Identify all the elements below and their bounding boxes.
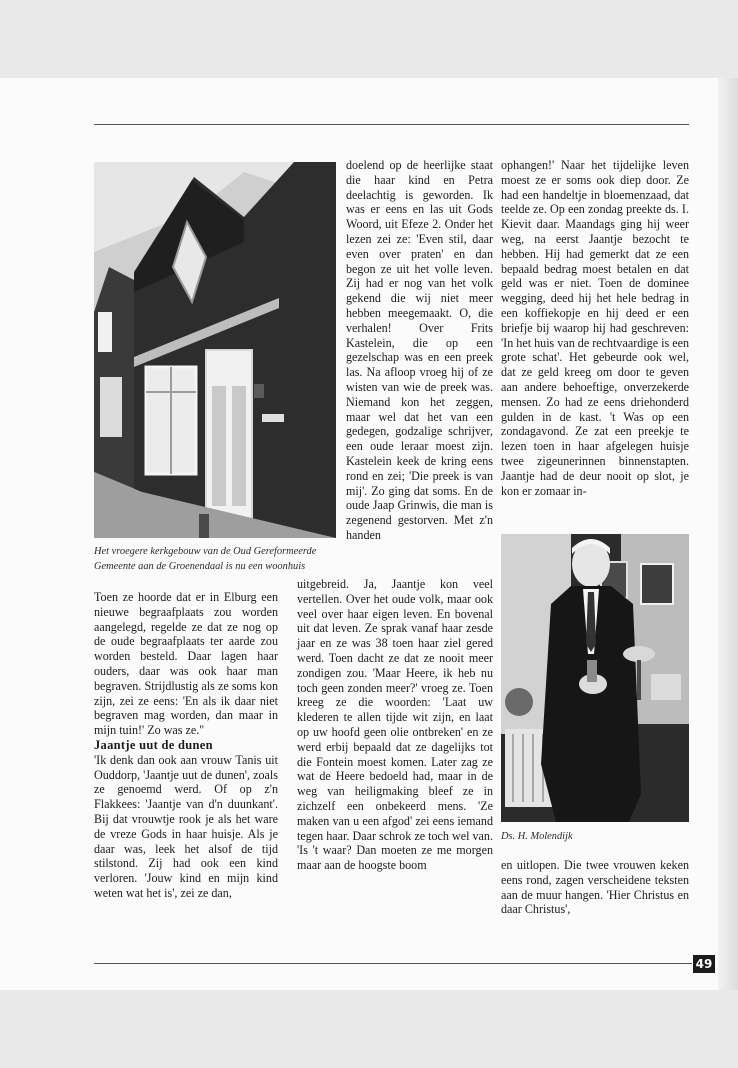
column-1-text [94, 590, 278, 901]
column-2-paragraph-top: doelend op de heerlijke staat die haar kind en Petra deelachtig is geworden. Ik was er eens en las uit Gods Woord, uit Efeze 2. Onder het lezen zei ze: 'Even stil, daar even over praten' en dan begon ze uit het volle leven. Zij had er nog van het volk gekend die wij niet meer hebben meegemaakt. O, die verhalen! Over Frits Kastelein, die op een gezelschap was en een preek las. Na afloop vroeg hij of ze wisten van wie de preek was. Niemand kon het zeggen, maar wel dat het van een gedegen, godzalige schrijver, een oude leraar moest zijn. Kastelein keek de kring eens rond en zei; 'Die preek is van mij'. Zo ging dat soms. En de oude Jaap Grinwis, die man is zegenend gestorven. Met z'n handen [346, 158, 493, 542]
molendijk-photo-caption: Ds. H. Molendijk [501, 831, 573, 842]
page-number: 49 [693, 955, 715, 973]
page-edge [718, 78, 738, 990]
column-1-paragraph-1: Toen ze hoorde dat er in Elburg een nieuwe begraafplaats zou worden aangelegd, regelde ze dat ze nog op de oude begraafplaats ter aarde zou worden besteld. Daar lagen haar ouders, daar was ook haar man begraven. Strijdlustig als ze soms kon zijn, zei ze eens: 'En als ik daar niet begraven mag worden, dan maar in mijn tuin!' Zo was ze." [94, 590, 278, 738]
column-2-top-text [346, 158, 493, 543]
bottom-rule [94, 963, 692, 964]
top-rule [94, 124, 689, 125]
column-2-paragraph-bottom: uitgebreid. Ja, Jaantje kon veel vertellen. Over het oude volk, maar ook veel over haar eigen leven. En bovenal uit dat leven. Ze sprak vanaf haar zesde jaar en ze was 38 toen haar ziel gered werd. Toen dacht ze dat ze nooit meer zondigen zou. 'Maar Heere, ik heb nu toch geen zonden meer?' vroeg ze. Toen kreeg ze die woorden: 'Laat uw klederen te allen tijde wit zijn, en laat op uw hoofd geen olie ontbreken' en ze werd erbij bepaald dat ze dagelijks tot die Fontein moest komen. Later zag ze wat de Heere bedoeld had, maar in de weg van heiligmaking bleef ze in zichzelf een onbekeerd mens. 'Ze maken van u een afgod' zei eens iemand tegen haar. Daar schrok ze toch wel van. 'Is 't waar? Dan moeten ze me morgen maar aan de hoogste boom [297, 577, 493, 873]
section-heading: Jaantje uut de dunen [94, 737, 213, 752]
column-3-bottom-text [501, 858, 689, 917]
column-1-paragraph-2: 'Ik denk dan ook aan vrouw Tanis uit Ouddorp, 'Jaantje uut de dunen', zoals ze genoemd werd. Of op z'n Flakkees: 'Jaantje van d'n duunkant'. Bij dat vrouwtje rook je als het ware de vreze Gods in haar huisje. Als je daar was, leek het alsof de tijd stilstond. Zij had ook een kind verloren. 'Jouw kind en mijn kind weten wat het is', zei ze dan, [94, 752, 278, 900]
church-photo-caption: Het vroegere kerkgebouw van de Oud Gereformeerde Gemeente aan de Groenendaal is nu een woonhuis [94, 546, 317, 572]
church-building-photo [94, 162, 336, 538]
molendijk-portrait-image [501, 534, 689, 822]
column-3-paragraph-bottom: en uitlopen. Die twee vrouwen keken eens rond, zagen verscheidene teksten aan de muur hangen. 'Hier Christus en daar Christus', [501, 858, 689, 917]
column-3-paragraph-top: ophangen!' Naar het tijdelijke leven moest ze er soms ook diep door. Ze had een handeltje in bloemenzaad, dat teelde ze. Op een zondag preekte ds. I. Kievit daar. Maandags ging hij weer weg, na eerst Jaantje bezocht te hebben. Hij had gemerkt dat ze een bepaald bedrag moest betalen en dat geld was er niet. Toen de dominee wegging, deed hij het hele bedrag in een koffiekopje en hij deed er een briefje bij waarop hij had geschreven: 'In het huis van de rechtvaardige is een grote schat'. Het gebeurde ook wel, dat ze geld kreeg om door te geven aan andere behoeftige, onverzekerde mensen. Zo had ze eens driehonderd gulden in de kast. 't Was op een zondagavond. Ze zat een preekje te lezen toen in haar afgelegen huisje twee zigeunerinnen binnenstapten. Jaantje had de deur nooit op slot, je kon er zomaar in- [501, 158, 689, 498]
column-3-top-text [501, 158, 689, 498]
church-building-image [94, 162, 336, 538]
molendijk-portrait-photo [501, 534, 689, 822]
column-2-bottom-text [297, 577, 493, 873]
